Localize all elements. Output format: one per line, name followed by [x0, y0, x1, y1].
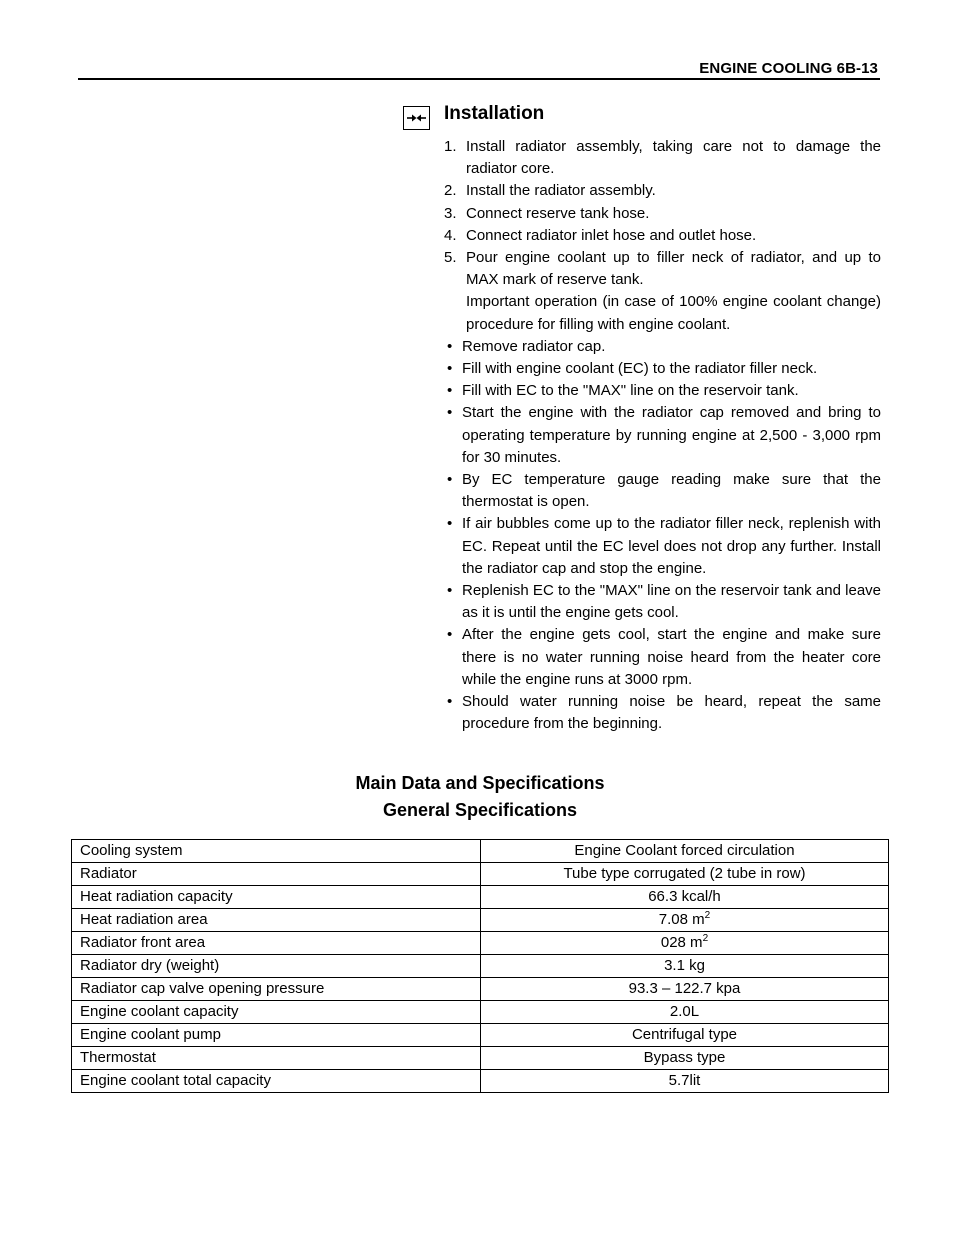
- bullet-text: Replenish EC to the "MAX" line on the reservoir tank and leave as it is until the engine gets cool.: [462, 582, 881, 622]
- bullet-item: [444, 624, 881, 691]
- step-text: Connect reserve tank hose.: [466, 204, 650, 222]
- specifications-table: [71, 839, 889, 1093]
- spec-value: 3.1 kg: [481, 955, 889, 978]
- installation-steps: [444, 136, 881, 735]
- important-note: Important operation (in case of 100% engine coolant change) procedure for filling with engine coolant.: [466, 293, 881, 333]
- table-row: [72, 955, 889, 978]
- bullet-text: By EC temperature gauge reading make sure that the thermostat is open.: [462, 471, 881, 511]
- bullet-dot-icon: •: [447, 382, 453, 400]
- bullet-text: Remove radiator cap.: [462, 337, 606, 355]
- step-number: 3.: [444, 204, 457, 222]
- bullet-text: Should water running noise be heard, repeat the same procedure from the beginning.: [462, 693, 881, 733]
- bullet-dot-icon: •: [447, 360, 453, 378]
- bullet-item: [444, 513, 881, 580]
- step-text: Install radiator assembly, taking care not to damage the radiator core.: [466, 138, 881, 178]
- spec-label: Heat radiation capacity: [72, 886, 481, 909]
- table-row: [72, 840, 889, 863]
- step-5: [444, 247, 881, 291]
- spec-label: Thermostat: [72, 1047, 481, 1070]
- spec-value: Centrifugal type: [481, 1024, 889, 1047]
- table-row: [72, 886, 889, 909]
- spec-label: Cooling system: [72, 840, 481, 863]
- spec-value: Engine Coolant forced circulation: [481, 840, 889, 863]
- section-heading-installation: Installation: [444, 103, 545, 124]
- bullet-dot-icon: •: [447, 471, 453, 489]
- step-text: Connect radiator inlet hose and outlet hose.: [466, 226, 757, 244]
- step-3: [444, 203, 881, 225]
- spec-value: 66.3 kcal/h: [481, 886, 889, 909]
- spec-label: Radiator: [72, 863, 481, 886]
- bullet-text: After the engine gets cool, start the engine and make sure there is no water running noise heard from the heater core while the engine runs at 3000 rpm.: [462, 626, 881, 688]
- bullet-text: If air bubbles come up to the radiator filler neck, replenish with EC. Repeat until the EC level does not drop any further. Install the radiator cap and stop the engine.: [462, 515, 881, 577]
- spec-value: 5.7lit: [481, 1070, 889, 1093]
- bullet-item: [444, 469, 881, 513]
- table-row: [72, 909, 889, 932]
- spec-label: Engine coolant capacity: [72, 1001, 481, 1024]
- bullet-dot-icon: •: [447, 626, 453, 644]
- bullet-dot-icon: •: [447, 693, 453, 711]
- spec-value: Tube type corrugated (2 tube in row): [481, 863, 889, 886]
- spec-value: Bypass type: [481, 1047, 889, 1070]
- step-4: [444, 225, 881, 247]
- table-row: [72, 978, 889, 1001]
- bullet-dot-icon: •: [447, 515, 453, 533]
- bullet-dot-icon: •: [447, 404, 453, 422]
- table-row: [72, 932, 889, 955]
- specifications-title: Main Data and Specifications: [355, 773, 605, 793]
- step-number: 5.: [444, 249, 457, 267]
- bullet-item: [444, 691, 881, 735]
- spec-value: 93.3 – 122.7 kpa: [481, 978, 889, 1001]
- install-arrows-icon: [403, 106, 430, 130]
- step-text: Pour engine coolant up to filler neck of radiator, and up to MAX mark of reserve tank.: [466, 249, 881, 289]
- step-number: 2.: [444, 182, 457, 200]
- step-text: Install the radiator assembly.: [466, 182, 656, 200]
- spec-label: Engine coolant pump: [72, 1024, 481, 1047]
- bullet-text: Fill with EC to the "MAX" line on the reservoir tank.: [462, 382, 799, 400]
- bullet-dot-icon: •: [447, 582, 453, 600]
- bullet-item: [444, 358, 881, 380]
- spec-label: Heat radiation area: [72, 909, 481, 932]
- step-number: 4.: [444, 226, 457, 244]
- step-1: [444, 136, 881, 180]
- header-divider: [78, 78, 880, 80]
- step-number: 1.: [444, 138, 457, 155]
- table-row: [72, 1070, 889, 1093]
- spec-value: 7.08 $m^2$: [481, 909, 889, 932]
- bullet-text: Start the engine with the radiator cap removed and bring to operating temperature by running engine at 2,500 - 3,000 rpm for 30 minutes.: [462, 404, 881, 466]
- bullet-text: Fill with engine coolant (EC) to the radiator filler neck.: [462, 360, 818, 378]
- spec-value: 028 $m^2$: [481, 932, 889, 955]
- bullet-item: [444, 580, 881, 624]
- table-row: [72, 1047, 889, 1070]
- table-row: [72, 1001, 889, 1024]
- step-2: [444, 180, 881, 202]
- bullet-item: [444, 336, 881, 358]
- page-title: ENGINE COOLING 6B-13: [699, 60, 878, 77]
- spec-value: 2.0L: [481, 1001, 889, 1024]
- spec-label: Radiator front area: [72, 932, 481, 955]
- specifications-subtitle: General Specifications: [382, 800, 578, 820]
- bullet-item: [444, 402, 881, 469]
- spec-label: Radiator dry (weight): [72, 955, 481, 978]
- table-row: [72, 863, 889, 886]
- spec-label: Radiator cap valve opening pressure: [72, 978, 481, 1001]
- bullet-dot-icon: •: [447, 337, 453, 355]
- table-row: [72, 1024, 889, 1047]
- spec-label: Engine coolant total capacity: [72, 1070, 481, 1093]
- bullet-item: [444, 380, 881, 402]
